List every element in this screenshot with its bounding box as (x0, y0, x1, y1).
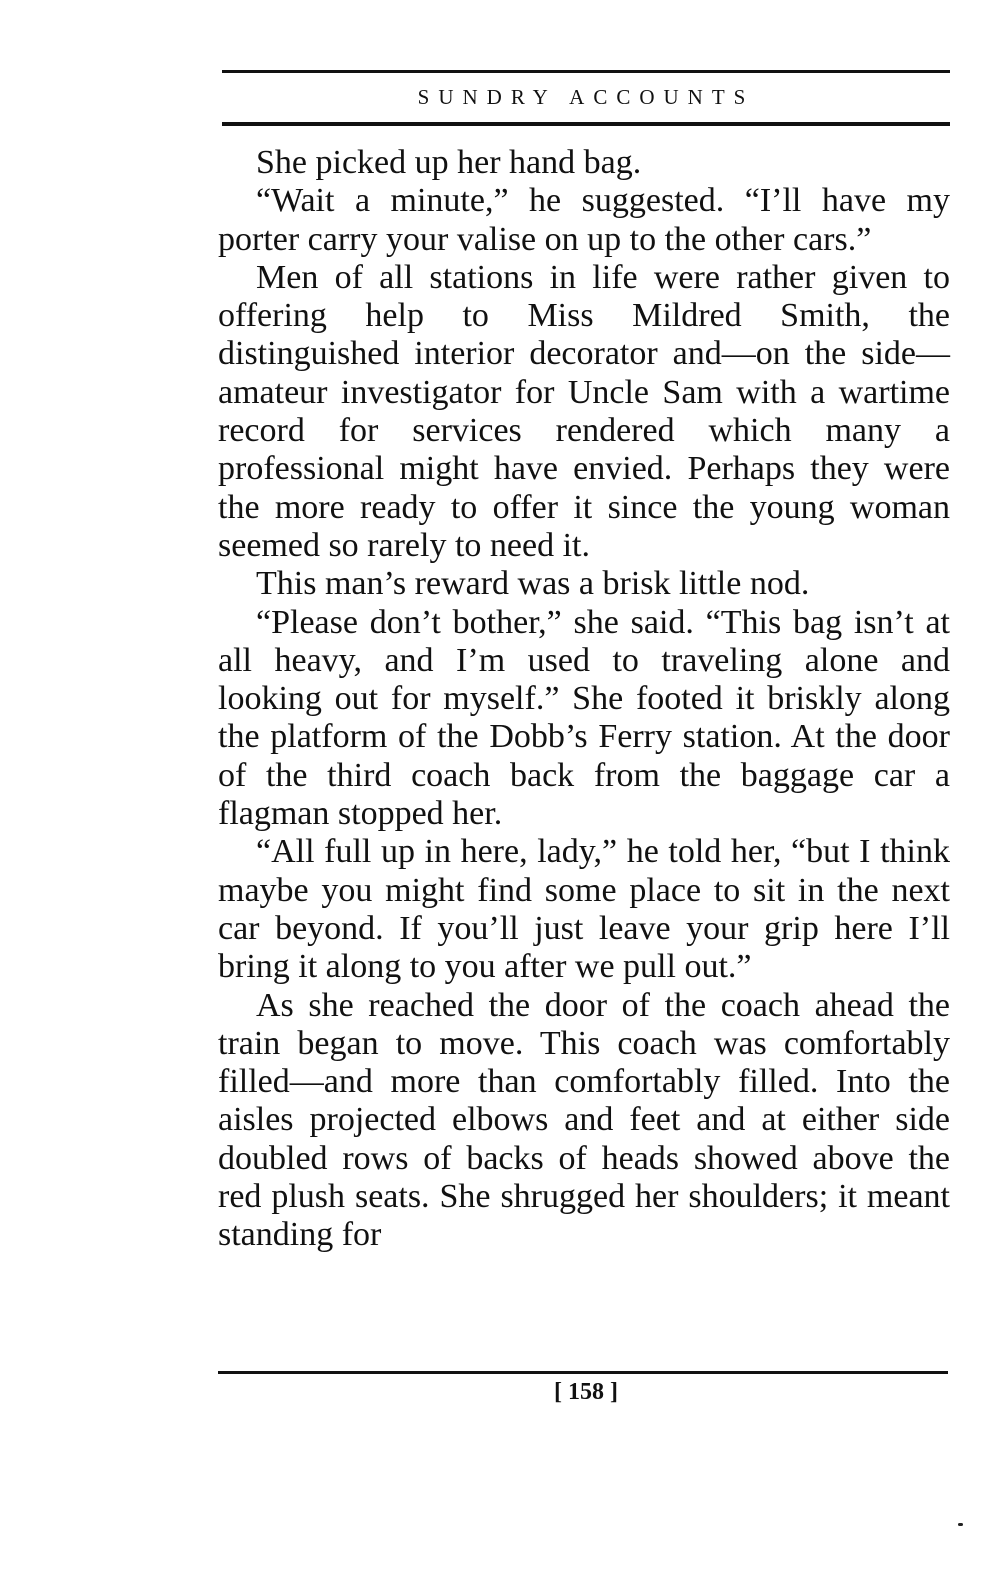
page-number: [ 158 ] (554, 1379, 618, 1405)
scan-speck (958, 1523, 963, 1526)
paragraph: “All full up in here, lady,” he told her, “but I think maybe you might find some place to sit in the next car beyond. If you’ll just leave your grip here I’ll bring it along to you after we pull out.” (218, 833, 950, 986)
paragraph: She picked up her hand bag. (256, 144, 642, 181)
paragraph: As she reached the door of the coach ahead the train began to move. This coach was comfortably filled—and more than comfortably filled. Into the aisles projected elbows and feet and at either side doubled rows of backs of heads showed above the red plush seats. She shrugged her shoulders; it meant standing for (218, 986, 950, 1254)
paragraph: This man’s reward was a brisk little nod. (256, 565, 810, 603)
page-body (218, 144, 950, 1255)
paragraph: “Please don’t bother,” she said. “This bag isn’t at all heavy, and I’m used to traveling alone and looking out for myself.” She footed it briskly along the platform of the Dobb’s Ferry station. At the door of the third coach back from the baggage car a flagman stopped her. (218, 603, 950, 833)
header-bottom-rule (222, 122, 950, 126)
footer-rule (218, 1371, 948, 1374)
header-top-rule (222, 70, 950, 73)
paragraph: Men of all stations in life were rather given to offering help to Miss Mildred Smith, the distinguished interior decorator and—on the side—amateur investigator for Uncle Sam with a wartime record for services rendered which many a professional might have envied. Perhaps they were the more ready to offer it since the young woman seemed so rarely to need it. (218, 258, 950, 564)
paragraph: “Wait a minute,” he suggested. “I’ll have my porter carry your valise on up to the other cars.” (218, 182, 950, 258)
running-head-title: SUNDRY ACCOUNTS (417, 85, 755, 109)
